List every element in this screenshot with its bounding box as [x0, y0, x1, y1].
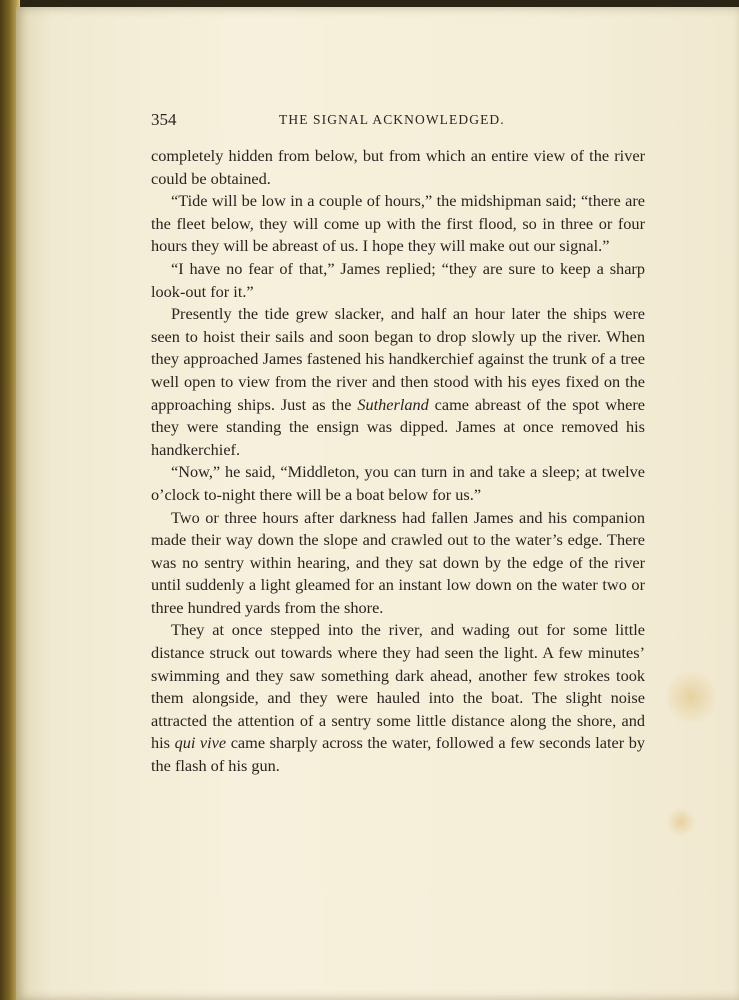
paragraph [151, 619, 645, 777]
body-text [151, 145, 645, 778]
paragraph-text: came sharply across the water, followed a few seconds later by the flash of his gun. [151, 733, 645, 776]
paragraph-text: They at once stepped into the river, and wading out for some little distance struck out towards where they had seen the light. A few minutes’ swimming and they saw something dark ahead, another few strokes took them alongside, and they were hauled into the boat. The slight noise attracted the attention of a sentry some little distance along the shore, and his [151, 620, 645, 753]
paragraph: Two or three hours after darkness had fallen James and his companion made their way down the slope and crawled out to the water’s edge. There was no sentry within hearing, and they sat down by the edge of the river until suddenly a light gleamed for an instant low down on the water two or three hundred yards from the shore. [151, 507, 645, 617]
paper-stain [666, 667, 716, 727]
paragraph: completely hidden from below, but from which an entire view of the river could be obtained. [151, 146, 645, 188]
paragraph: “Now,” he said, “Middleton, you can turn in and take a sleep; at twelve o’clock to-night there will be a boat below for us.” [151, 462, 645, 504]
book-page [16, 7, 739, 1000]
paragraph-text: came abreast of the spot where they were standing the ensign was dipped. James at once removed his handkerchief. [151, 394, 646, 459]
page-number: 354 [151, 110, 177, 129]
running-head: THE SIGNAL ACKNOWLEDGED. [279, 112, 505, 127]
foreign-phrase: qui vive [174, 733, 227, 753]
paragraph [151, 303, 645, 461]
paragraph: “I have no fear of that,” James replied; “they are sure to keep a sharp look-out for it.” [151, 258, 645, 301]
paragraph-text: Presently the tide grew slacker, and half an hour later the ships were seen to hoist their sails and soon began to drop slowly up the river. When they approached James fastened his handkerchief against the trunk of a tree well open to view from the river and then stood with his eyes fixed on the approaching ships. Just as the [151, 304, 645, 414]
page-header [151, 110, 626, 134]
paragraph: “Tide will be low in a couple of hours,” the midshipman said; “there are the fleet below, they will come up with the first flood, so in three or four hours they will be abreast of us. I hope they will make out our signal.” [151, 191, 645, 256]
ship-name: Sutherland [357, 394, 429, 414]
paper-stain [666, 807, 696, 837]
